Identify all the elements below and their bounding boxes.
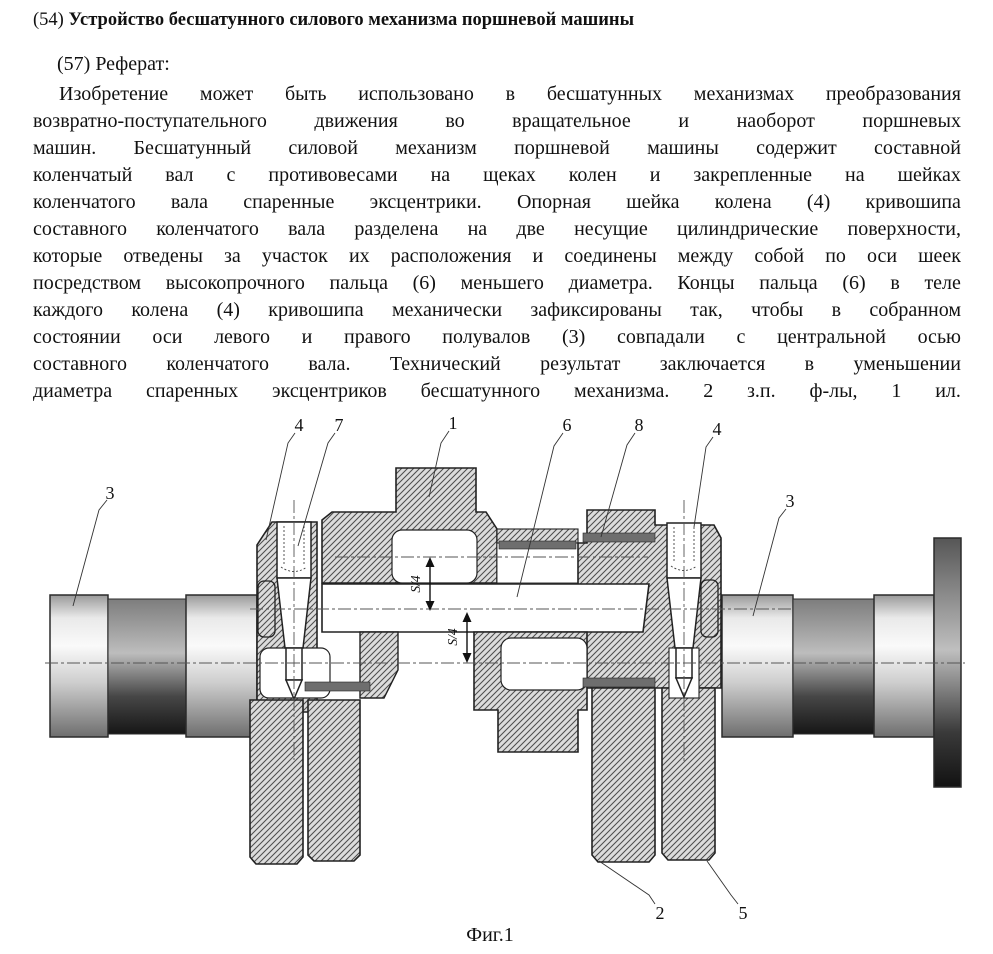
counterweight-left-1 — [250, 700, 303, 864]
part-label-8: 8 — [634, 415, 644, 435]
left-half-shaft — [50, 595, 257, 737]
abstract-line: Изобретение может быть использовано в бесшатунных механизмах преобразования — [59, 83, 961, 105]
title-text: Устройство бесшатунного силового механизма поршневой машины — [68, 10, 635, 30]
counterweights — [250, 688, 715, 864]
part-label-6: 6 — [562, 415, 572, 435]
abstract-line: возвратно-поступательного движения во вращательное и наоборот поршневых — [33, 110, 961, 132]
patent-text-column — [33, 0, 961, 405]
abstract-line: которые отведены за участок их расположения и соединены между собой по оси шеек — [33, 245, 961, 267]
boss-seam — [583, 533, 655, 542]
part-label-4-right: 4 — [712, 419, 722, 439]
counterweight-left-2 — [308, 700, 360, 861]
title-number: (54) — [33, 10, 64, 30]
part-label-7: 7 — [334, 415, 344, 435]
abstract-line: состоянии оси левого и правого полувалов (3) совпадали с центральной осью — [33, 326, 961, 348]
abstract-paragraph — [33, 81, 961, 405]
upper-seam — [499, 541, 576, 549]
central-pin — [322, 584, 649, 632]
part-label-5: 5 — [738, 903, 748, 923]
counterweight-right-1 — [592, 688, 655, 862]
abstract-line: коленчатого вала спаренные эксцентрики. Опорная шейка колена (4) кривошипа — [33, 191, 961, 213]
lower-bore-pocket-center — [501, 638, 587, 690]
technical-drawing — [45, 413, 965, 946]
dimension-label-s4-lower: S/4 — [445, 628, 460, 646]
shaft-flange — [934, 538, 961, 787]
part-label-2: 2 — [655, 903, 665, 923]
abstract-line: каждого колена (4) кривошипа механически зафиксированы так, чтобы в собранном — [33, 299, 961, 321]
right-half-shaft — [722, 595, 934, 737]
figure-caption: Фиг.1 — [466, 924, 514, 946]
lower-seam-left — [305, 682, 370, 691]
dimension-label-s4-upper: S/4 — [408, 575, 423, 593]
patent-title — [33, 10, 961, 31]
abstract-line: составного коленчатого вала. Технический результат заключается в уменьшении — [33, 353, 961, 375]
upper-bore-pocket-left — [392, 530, 477, 583]
part-label-4-left: 4 — [294, 415, 304, 435]
part-label-1: 1 — [448, 413, 458, 433]
abstract-line: машин. Бесшатунный силовой механизм поршневой машины содержит составной — [33, 137, 961, 159]
right-retainer-bump — [701, 580, 718, 637]
abstract-line: составного коленчатого вала разделена на две несущие цилиндрические поверхности, — [33, 218, 961, 240]
part-label-3-right: 3 — [785, 491, 795, 511]
part-label-3-left: 3 — [105, 483, 115, 503]
figure — [0, 412, 993, 954]
abstract-line: коленчатый вал с противовесами на щеках колен и закрепленные на шейках — [33, 164, 961, 186]
lower-seam-right — [583, 678, 655, 687]
counterweight-right-2 — [662, 688, 715, 860]
abstract-line: диаметра спаренных эксцентриков бесшатунного механизма. 2 з.п. ф-лы, 1 ил. — [33, 380, 961, 402]
abstract-line: посредством высокопрочного пальца (6) меньшего диаметра. Концы пальца (6) в теле — [33, 272, 961, 294]
abstract-heading: (57) Реферат: — [57, 53, 170, 75]
